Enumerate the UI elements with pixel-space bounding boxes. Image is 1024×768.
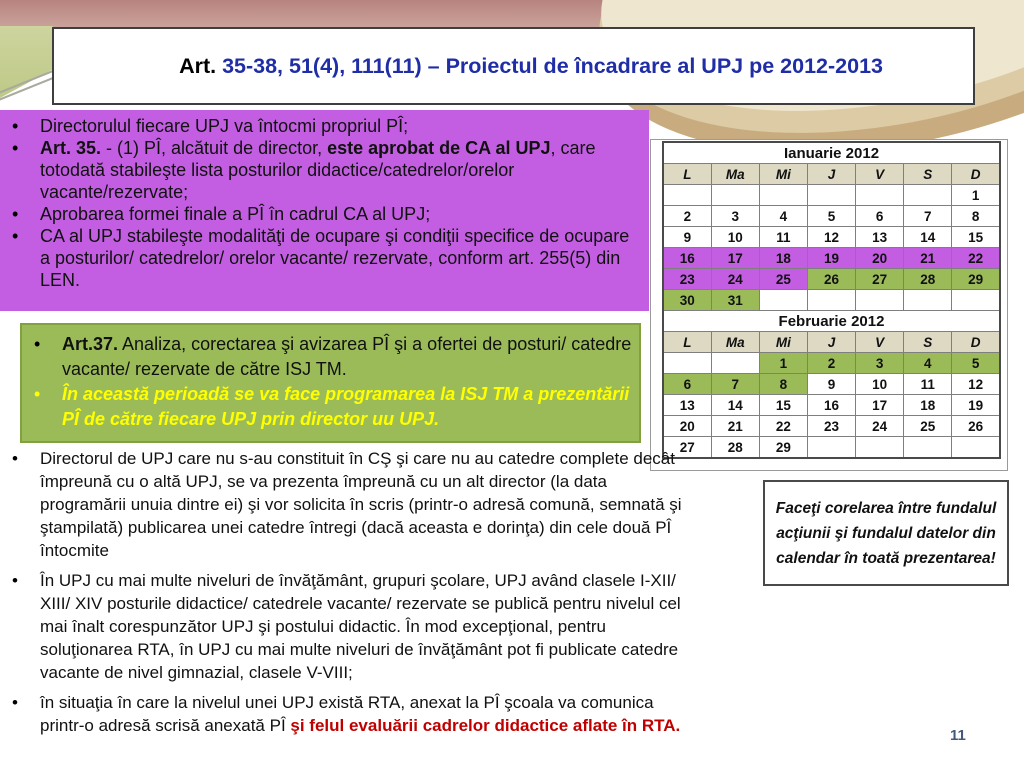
calendar-day-cell: 30 [663,290,711,311]
calendar-day-cell: 11 [759,227,807,248]
calendar-weekday-header: V [856,332,904,353]
calendar-day-cell: 23 [663,269,711,290]
calendar-day-cell: 21 [711,416,759,437]
calendar-day-cell: 17 [711,248,759,269]
bullet-icon: • [12,693,18,712]
note-box [763,480,1009,586]
calendar-day-cell: 9 [807,374,855,395]
calendar-day-cell: 5 [807,206,855,227]
calendar-weekday-header: S [904,332,952,353]
slide-title-box [52,27,975,105]
calendar-day-cell: 12 [952,374,1000,395]
calendar-day-cell [856,185,904,206]
calendar-day-cell: 22 [952,248,1000,269]
body-bullet-list [0,447,695,737]
calendar-table [662,141,1001,459]
calendar-row [663,353,1000,374]
calendar-day-cell [663,185,711,206]
list-item-text: în situaţia în care la nivelul unei UPJ există RTA, anexat la PÎ şcoala va comunica printr-o adresă scrisă anexată PÎ şi felul evaluării cadrelor didactice aflate în RTA. [40,693,681,735]
calendar-day-cell: 8 [759,374,807,395]
calendar-day-cell [807,290,855,311]
calendar-row [663,395,1000,416]
calendar-day-cell: 25 [759,269,807,290]
calendar-day-cell: 5 [952,353,1000,374]
green-panel [20,323,641,443]
calendar-day-cell: 27 [856,269,904,290]
page-number: 11 [950,727,966,744]
bullet-icon: • [12,116,19,136]
calendar-day-cell: 11 [904,374,952,395]
calendar-day-cell: 27 [663,437,711,459]
calendar-day-cell [904,185,952,206]
calendar-day-cell: 7 [904,206,952,227]
calendar-weekday-header: Mi [759,164,807,185]
list-item-text: În UPJ cu mai multe niveluri de învăţământ, grupuri şcolare, UPJ având clasele I-XII/ XIII/ XIV posturile didactice/ catedrele vacante/ rezervate se publică pentru nivelul cel mai înalt corespunzător UPJ şi postului didactic. În mod excepţional, pentru soluţionarea RTA, în UPJ cu mai multe niveluri de învăţământ pot fi publicate catedre vacante de nivel gimnazial, clasele V-VIII; [40,571,681,682]
calendar-month-title: Ianuarie 2012 [663,142,1000,164]
calendar-day-cell: 7 [711,374,759,395]
calendar-row [663,248,1000,269]
calendar-weekday-header: D [952,164,1000,185]
calendar-row [663,185,1000,206]
calendar-day-cell: 16 [663,248,711,269]
list-item [0,225,649,291]
calendar-day-cell: 8 [952,206,1000,227]
calendar-day-cell: 19 [952,395,1000,416]
calendar-day-cell: 14 [711,395,759,416]
calendar-day-cell [856,437,904,459]
calendar-row [663,311,1000,332]
purple-panel [0,110,649,311]
calendar-day-cell: 12 [807,227,855,248]
calendar-day-cell [904,290,952,311]
calendar-day-cell: 13 [856,227,904,248]
calendar-day-cell: 29 [759,437,807,459]
calendar-row [663,437,1000,459]
calendar-day-cell: 24 [856,416,904,437]
calendar-weekday-header: J [807,164,855,185]
list-item [0,115,649,137]
calendar-day-cell: 10 [711,227,759,248]
calendar-day-cell [856,290,904,311]
bullet-icon: • [12,571,18,590]
bullet-icon: • [34,384,41,404]
calendar-month-title: Februarie 2012 [663,311,1000,332]
calendar-container [650,139,1008,471]
bullet-icon: • [34,334,41,354]
calendar-weekday-header: Ma [711,332,759,353]
calendar-day-cell [807,437,855,459]
calendar-row [663,269,1000,290]
calendar-day-cell: 28 [711,437,759,459]
calendar-day-cell: 17 [856,395,904,416]
calendar-day-cell: 2 [663,206,711,227]
calendar-day-cell: 26 [807,269,855,290]
calendar-day-cell: 4 [904,353,952,374]
list-item-text: Art. 35. - (1) PÎ, alcătuit de director, este aprobat de CA al UPJ, care totodată stabileşte lista posturilor didactice/catedrelor/orelor vacante/rezervate; [40,138,596,202]
calendar-row [663,206,1000,227]
calendar-day-cell: 1 [759,353,807,374]
calendar-day-cell [904,437,952,459]
calendar-day-cell: 29 [952,269,1000,290]
calendar-day-cell: 31 [711,290,759,311]
list-item-text: Directorul de UPJ care nu s-au constituit în CŞ şi care nu au catedre complete decât împreună cu o altă UPJ, se va prezenta împreună cu un alt director (la data programării unuia dintre ei) şi vor solicita în scris (printr-o adresă comună, semnată şi ştampilată) publicarea unei catedre întregi (dacă aceasta e dorinţa) din cele două PÎ întocmite [40,449,682,560]
calendar-day-cell: 10 [856,374,904,395]
calendar-row [663,290,1000,311]
calendar-weekday-header: V [856,164,904,185]
calendar-day-cell: 20 [856,248,904,269]
calendar-day-cell [711,353,759,374]
calendar-row [663,332,1000,353]
calendar-weekday-header: S [904,164,952,185]
list-item-text: Directorulul fiecare UPJ va întocmi propriul PÎ; [40,116,409,136]
page-title: 35-38, 51(4), 111(11) – Proiectul de încadrare al UPJ pe 2012-2013 [222,53,883,78]
calendar-day-cell: 15 [952,227,1000,248]
list-item [22,332,639,382]
calendar-day-cell [952,290,1000,311]
list-item [0,447,695,562]
calendar-day-cell: 3 [711,206,759,227]
calendar-weekday-header: J [807,332,855,353]
calendar-weekday-header: Mi [759,332,807,353]
title-article-prefix: Art. [179,53,223,78]
list-item [0,137,649,203]
calendar-day-cell: 23 [807,416,855,437]
calendar-day-cell [952,437,1000,459]
calendar-day-cell: 13 [663,395,711,416]
calendar-day-cell [759,290,807,311]
list-item [22,382,639,432]
calendar-row [663,416,1000,437]
calendar-day-cell: 25 [904,416,952,437]
calendar-day-cell: 28 [904,269,952,290]
calendar-day-cell: 18 [759,248,807,269]
calendar-day-cell: 18 [904,395,952,416]
calendar-day-cell: 20 [663,416,711,437]
calendar-day-cell: 22 [759,416,807,437]
calendar-day-cell: 6 [663,374,711,395]
body-bullets [0,447,695,744]
list-item-text: Art.37. Analiza, corectarea şi avizarea PÎ şi a ofertei de posturi/ catedre vacante/ rezervate de către ISJ TM. [62,334,632,379]
calendar-row [663,142,1000,164]
calendar-day-cell: 14 [904,227,952,248]
calendar-day-cell [807,185,855,206]
calendar-day-cell: 24 [711,269,759,290]
calendar-day-cell: 9 [663,227,711,248]
calendar-day-cell: 21 [904,248,952,269]
list-item [0,569,695,684]
list-item-text: Aprobarea formei finale a PÎ în cadrul CA al UPJ; [40,204,431,224]
list-item [0,203,649,225]
calendar-day-cell: 6 [856,206,904,227]
calendar-weekday-header: D [952,332,1000,353]
calendar-day-cell [711,185,759,206]
bullet-icon: • [12,449,18,468]
bullet-icon: • [12,226,19,246]
calendar-day-cell: 1 [952,185,1000,206]
calendar-day-cell: 26 [952,416,1000,437]
calendar-day-cell: 2 [807,353,855,374]
calendar-weekday-header: L [663,332,711,353]
calendar-weekday-header: L [663,164,711,185]
calendar-day-cell: 15 [759,395,807,416]
bullet-icon: • [12,204,19,224]
bullet-icon: • [12,138,19,158]
calendar-row [663,164,1000,185]
calendar-day-cell: 19 [807,248,855,269]
calendar-day-cell: 4 [759,206,807,227]
list-item-text: CA al UPJ stabileşte modalităţi de ocupare şi condiţii specifice de ocupare a posturilor/ catedrelor/ orelor vacante/ rezervate, conform art. 255(5) din LEN. [40,226,630,290]
purple-panel-list [0,115,649,291]
list-item [0,691,695,737]
calendar-row [663,227,1000,248]
calendar-day-cell: 3 [856,353,904,374]
calendar-day-cell [663,353,711,374]
list-item-text: În această perioadă se va face programarea la ISJ TM a prezentării PÎ de către fiecare UPJ prin director uu UPJ. [62,384,630,429]
calendar-row [663,374,1000,395]
green-panel-list [22,332,639,432]
calendar-day-cell [759,185,807,206]
calendar-day-cell: 16 [807,395,855,416]
note-text: Faceţi corelarea între fundalul acţiunii şi fundalul datelor din calendar în toată prezentarea! [775,499,997,567]
calendar-weekday-header: Ma [711,164,759,185]
